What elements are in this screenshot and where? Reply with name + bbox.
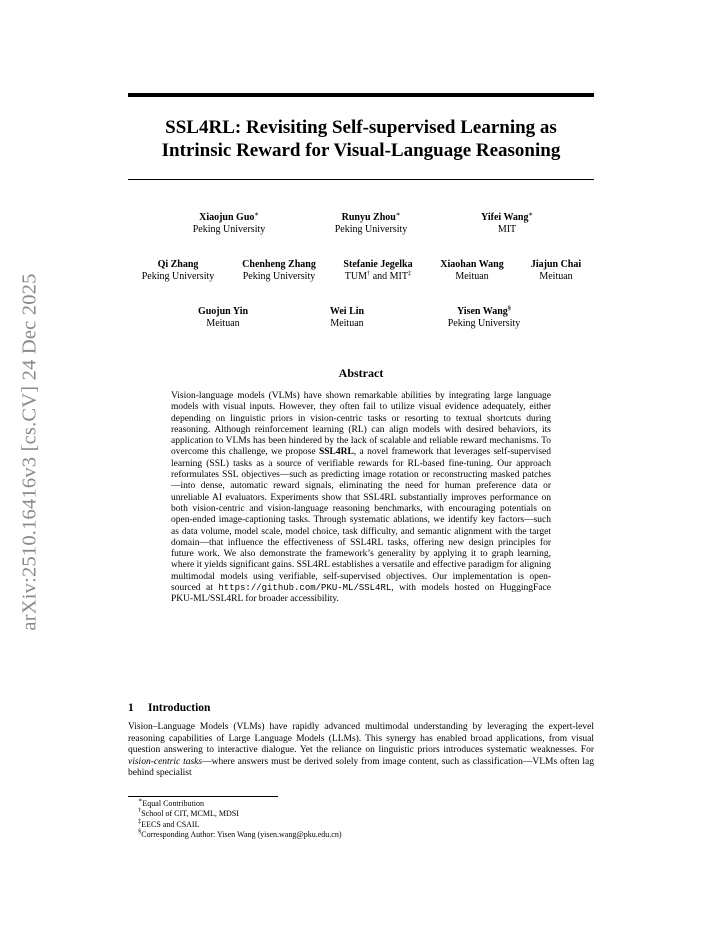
author-name: Xiaohan Wang xyxy=(440,259,504,270)
abstract-body: Vision-language models (VLMs) have shown remarkable abilities by integrating large language models with visual inputs. However, they often fail to utilize visual evidence adequately, either depending on linguistic priors in vision-centric tasks or resorting to textual shortcuts during reasoning. Although reinforcement learning (RL) can align models with desired behaviors, its application to VLMs has been hindered by the lack of scalable and reliable reward mechanisms. To overcome this challenge, we propose SSL4RL, a novel framework that leverages self-supervised learning (SSL) tasks as a source of verifiable rewards for RL-based fine-tuning. Our approach reformulates SSL objectives—such as predicting image rotation or reconstructing masked patches—into dense, automatic reward signals, eliminating the need for human preference data or unreliable AI evaluators. Experiments show that SSL4RL substantially improves performance on both vision-centric and vision-language reasoning benchmarks, with encouraging potentials on open-ended image-captioning tasks. Through systematic ablations, we identify key factors—such as data volume, model scale, model choice, task difficulty, and semantic alignment with the target domain—that influence the effectiveness of SSL4RL tasks, offering new design principles for future work. We also demonstrate the framework’s generality by applying it to graph learning, where it yields significant gains. SSL4RL establishes a versatile and effective paradigm for aligning multimodal models using verifiable, self-supervised objectives. Our implementation is open-sourced at https://github.com/PKU-ML/SSL4RL, with models hosted on HuggingFace PKU-ML/SSL4RL for broader accessibility. xyxy=(171,391,551,605)
author-name: Guojun Yin xyxy=(197,306,249,317)
author-block xyxy=(242,259,316,283)
author-affiliation: MIT xyxy=(497,224,517,235)
author-name: Wei Lin xyxy=(329,306,365,317)
author-name: Runyu Zhou∗ xyxy=(341,211,401,223)
code-repo-link[interactable]: https://github.com/PKU-ML/SSL4RL xyxy=(218,583,392,594)
author-name: Yifei Wang∗ xyxy=(480,211,534,223)
author-affiliation: Meituan xyxy=(206,318,240,329)
paper-title-line-2: Intrinsic Reward for Visual-Language Reasoning xyxy=(161,140,561,161)
section-number: 1 xyxy=(128,702,134,714)
footnote-rule xyxy=(128,796,278,797)
footnote: ‡EECS and CSAIL xyxy=(138,817,200,829)
intro-paragraph: Vision–Language Models (VLMs) have rapidly advanced multimodal understanding by leveraging the expert-level reasoning capabilities of Large Language Models (LLMs). This synergy has enabled broad applications, from visual question answering to interactive dialogue. Yet the reliance on linguistic priors introduces systematic weaknesses. For vision-centric tasks—where answers must be derived solely from image content, such as classification—VLMs often lag behind specialist xyxy=(128,722,595,779)
author-block xyxy=(330,306,364,330)
author-block xyxy=(531,259,581,283)
author-affiliation: Meituan xyxy=(539,271,573,282)
author-affiliation: Peking University xyxy=(141,271,215,282)
author-block xyxy=(198,306,248,330)
title-top-rule xyxy=(128,93,594,97)
author-block xyxy=(481,212,533,236)
section-title: Introduction xyxy=(148,702,211,714)
arxiv-identifier xyxy=(10,262,50,642)
paper-title xyxy=(128,116,594,162)
title-bottom-rule xyxy=(128,179,594,180)
author-affiliation: Peking University xyxy=(242,271,316,282)
section-heading xyxy=(128,702,210,714)
framework-name: SSL4RL xyxy=(318,447,354,458)
arxiv-identifier-text: arXiv:2510.16416v3 [cs.CV] 24 Dec 2025 xyxy=(18,273,41,631)
author-block xyxy=(142,259,215,283)
author-block xyxy=(335,212,408,236)
author-affiliation: TUM† and MIT‡ xyxy=(344,270,412,282)
author-affiliation: Meituan xyxy=(330,318,364,329)
author-name: Xiaojun Guo∗ xyxy=(199,211,259,223)
author-name: Stefanie Jegelka xyxy=(343,259,413,270)
footnotes xyxy=(138,799,342,840)
author-block xyxy=(193,212,266,236)
author-block xyxy=(440,259,503,283)
footnote: §Corresponding Author: Yisen Wang (yisen.wang@pku.edu.cn) xyxy=(138,827,342,839)
author-name: Qi Zhang xyxy=(157,259,199,270)
footnote: †School of CIT, MCML, MDSI xyxy=(138,807,239,819)
author-block xyxy=(448,306,521,330)
author-affiliation: Peking University xyxy=(447,318,521,329)
author-affiliation: Peking University xyxy=(334,224,408,235)
paper-title-line-1: SSL4RL: Revisiting Self-supervised Learning as xyxy=(165,117,557,138)
author-affiliation: Peking University xyxy=(192,224,266,235)
footnote: ∗Equal Contribution xyxy=(138,797,204,808)
author-name: Yisen Wang§ xyxy=(456,305,512,317)
abstract-heading: Abstract xyxy=(338,366,384,380)
author-affiliation: Meituan xyxy=(455,271,489,282)
author-name: Chenheng Zhang xyxy=(242,259,316,270)
author-name: Jiajun Chai xyxy=(530,259,582,270)
author-block xyxy=(343,259,412,283)
